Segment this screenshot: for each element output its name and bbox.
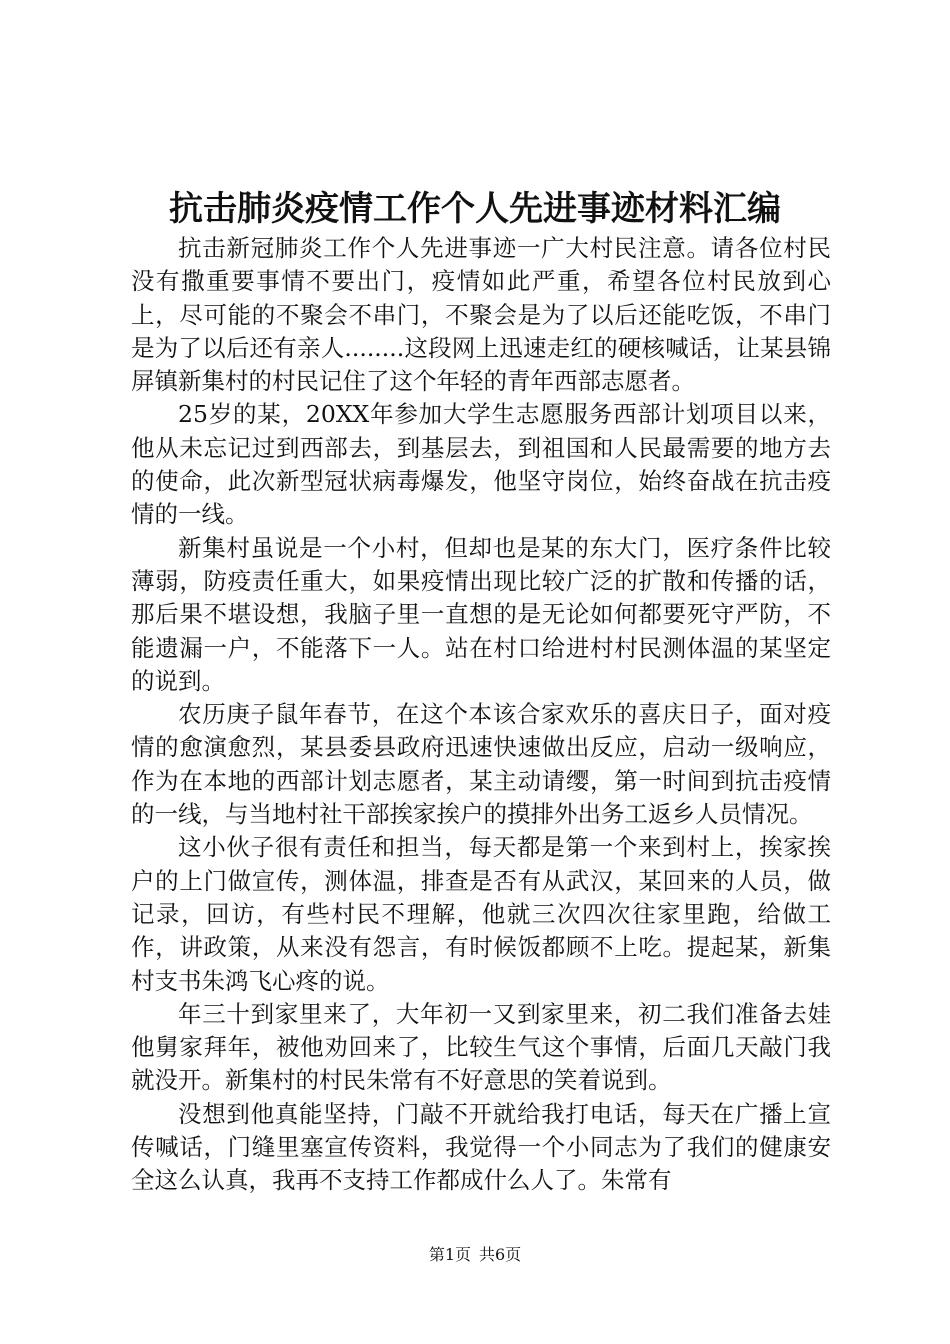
page-total: 共6页 — [479, 1245, 522, 1264]
paragraph: 农历庚子鼠年春节，在这个本该合家欢乐的喜庆日子，面对疫情的愈演愈烈，某县委县政府迅速快速做出反应，启动一级响应，作为在本地的西部计划志愿者，某主动请缨，第一时间到抗击疫情的一线，与当地村社干部挨家挨户的摸排外出务工返乡人员情况。 — [131, 700, 831, 829]
document-title: 抗击肺炎疫情工作个人先进事迹材料汇编 — [169, 189, 781, 229]
paragraph: 没想到他真能坚持，门敲不开就给我打电话，每天在广播上宣传喊话，门缝里塞宣传资料，我觉得一个小同志为了我们的健康安全这么认真，我再不支持工作都成什么人了。朱常有 — [131, 1099, 831, 1195]
paragraph: 这小伙子很有责任和担当，每天都是第一个来到村上，挨家挨户的上门做宣传，测体温，排查是否有从武汉，某回来的人员，做记录，回访，有些村民不理解，他就三次四次往家里跑，给做工作，讲政策，从来没有怨言，有时候饭都顾不上吃。提起某，新集村支书朱鸿飞心疼的说。 — [131, 833, 831, 995]
document-body — [131, 232, 831, 1198]
page-number: 第1页 — [428, 1245, 471, 1264]
paragraph: 抗击新冠肺炎工作个人先进事迹一广大村民注意。请各位村民没有撒重要事情不要出门，疫情如此严重，希望各位村民放到心上，尽可能的不聚会不串门，不聚会是为了以后还能吃饭，不串门是为了以后还有亲人........这段网上迅速走红的硬核喊话，让某县锦屏镇新集村的村民记住了这个年轻的青年西部志愿者。 — [131, 234, 831, 396]
paragraph: 25岁的某，20XX年参加大学生志愿服务西部计划项目以来，他从未忘记过到西部去，到基层去，到祖国和人民最需要的地方去的使命，此次新型冠状病毒爆发，他坚守岗位，始终奋战在抗击疫情的一线。 — [131, 400, 831, 529]
paragraph: 新集村虽说是一个小村，但却也是某的东大门，医疗条件比较薄弱，防疫责任重大，如果疫情出现比较广泛的扩散和传播的话，那后果不堪设想，我脑子里一直想的是无论如何都要死守严防，不能遗漏一户，不能落下一人。站在村口给进村村民测体温的某坚定的说到。 — [131, 533, 831, 695]
paragraph: 年三十到家里来了，大年初一又到家里来，初二我们准备去娃他舅家拜年，被他劝回来了，比较生气这个事情，后面几天敲门我就没开。新集村的村民朱常有不好意思的笑着说到。 — [131, 999, 831, 1095]
page-footer — [0, 1244, 950, 1266]
